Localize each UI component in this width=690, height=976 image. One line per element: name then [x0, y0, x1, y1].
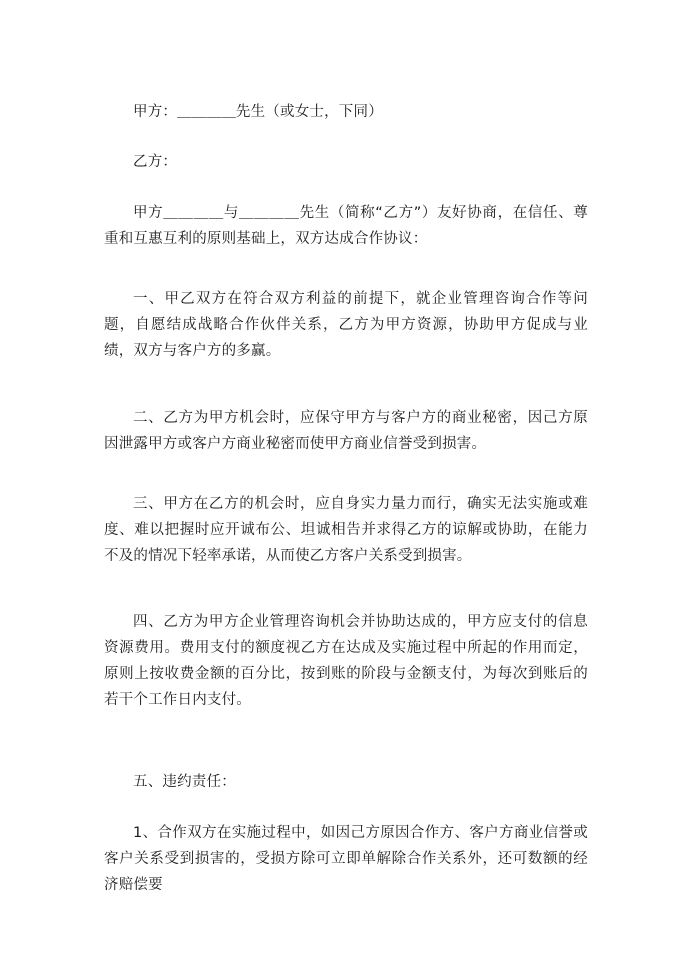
clause-3: 三、甲方在乙方的机会时，应自身实力量力而行，确实无法实施或难度、难以把握时应开诚布公、坦诚相告并求得乙方的谅解或协助，在能力不及的情况下轻率承诺，从而使乙方客户关系受到损害。	[104, 496, 588, 564]
clause-5-heading: 五、违约责任：	[133, 774, 236, 790]
clause-1: 一、甲乙双方在符合双方利益的前提下，就企业管理咨询合作等问题，自愿结成战略合作伙伴关系，乙方为甲方资源，协助甲方促成与业绩，双方与客户方的多赢。	[104, 291, 588, 359]
intro-paragraph: 甲方＿＿＿＿与＿＿＿＿先生（简称“乙方”）友好协商，在信任、尊重和互惠互利的原则基础上，双方达成合作协议：	[104, 205, 588, 247]
party-b-line: 乙方：	[133, 154, 178, 170]
clause-2: 二、乙方为甲方机会时，应保守甲方与客户方的商业秘密，因己方原因泄露甲方或客户方商业秘密而使甲方商业信誉受到损害。	[104, 410, 588, 452]
clause-4: 四、乙方为甲方企业管理咨询机会并协助达成的，甲方应支付的信息资源费用。费用支付的额度视乙方在达成及实施过程中所起的作用而定，原则上按收费金额的百分比，按到账的阶段与金额支付，为每次到账后的若干个工作日内支付。	[104, 614, 588, 708]
clause-5-item-1: 1、合作双方在实施过程中，如因己方原因合作方、客户方商业信誉或客户关系受到损害的，受损方除可立即单解除合作关系外，还可数额的经济赔偿要	[104, 825, 588, 893]
party-a-line: 甲方：＿＿＿＿先生（或女士，下同）	[133, 104, 383, 120]
